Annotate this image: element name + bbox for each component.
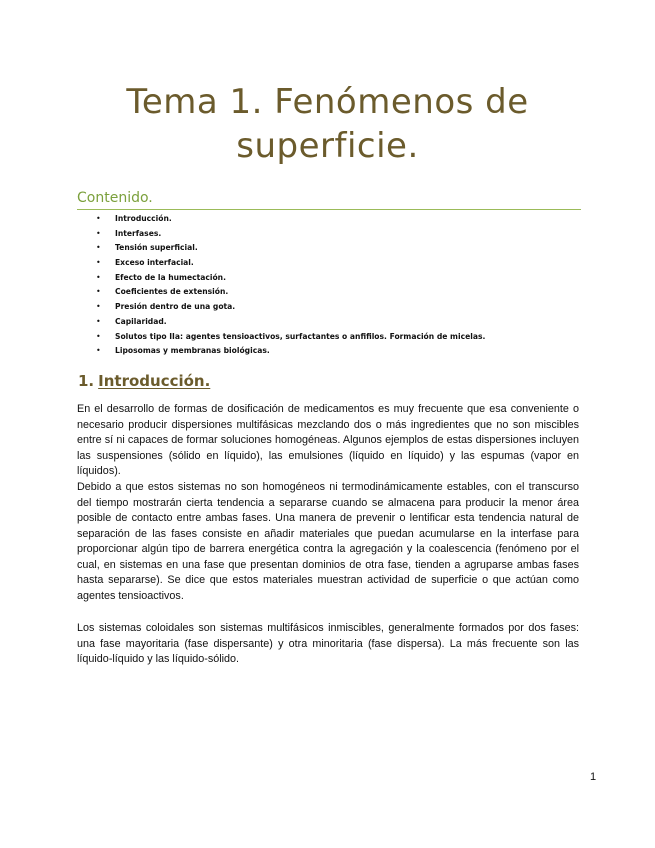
bullet-icon: • [96,243,101,253]
page-number: 1 [590,771,597,783]
toc-item-label: Tensión superficial. [115,243,198,253]
toc-item [96,300,576,315]
toc-item [96,227,576,242]
body-paragraph: Debido a que estos sistemas no son homogéneos ni termodinámicamente estables, con el transcurso del tiempo mostrarán cierta tendencia a separarse cuando se almacena para producir la menor área posible de contacto entre ambas fases. Una manera de prevenir o lentificar esta tendencia natural de separación de las fases consiste en añadir materiales que puedan acumularse en la interfase para proporcionar algún tipo de barrera energética contra la agregación y la coalescencia (fenómeno por el cual, en sistemas en una fase que presentan dominios de otra fase, tienden a agruparse ambas fases hasta separarse). Se dice que estos materiales muestran actividad de superficie o que actúan como agentes tensioactivos. [77,481,579,602]
toc-item-label: Introducción. [115,214,172,223]
bullet-icon: • [96,228,101,238]
toc-item [96,315,576,330]
toc-item [96,241,576,256]
contents-heading: Contenido. [77,188,581,210]
bullet-icon: • [96,287,101,297]
toc-item [96,256,576,271]
bullet-icon: • [96,316,101,326]
toc-item-label: Efecto de la humectación. [115,272,226,282]
section-title: Introducción. [98,372,211,390]
bullet-icon: • [96,272,101,282]
toc-item [96,330,576,345]
bullet-icon: • [96,331,101,341]
bullet-icon: • [96,214,101,223]
body-paragraph: En el desarrollo de formas de dosificación de medicamentos es muy frecuente que esa conveniente o necesario producir dispersiones multifásicas mezclando dos o más ingredientes que no son miscibles entre sí ni capaces de formar soluciones homogéneas. Algunos ejemplos de estas dispersiones incluyen las suspensiones (sólido en líquido), las emulsiones (líquido en líquido) y las espumas (vapor en líquidos). [77,403,579,477]
page-title: Tema 1. Fenómenos de superficie. [126,82,529,166]
bullet-icon: • [96,258,101,268]
toc-item-label: Liposomas y membranas biológicas. [115,346,270,356]
table-of-contents [96,212,576,359]
bullet-icon: • [96,302,101,312]
section-number: 1. [78,372,95,390]
toc-item-label: Capilaridad. [115,316,167,326]
toc-item [96,285,576,300]
toc-item-label: Interfases. [115,228,162,238]
toc-item-label: Presión dentro de una gota. [115,302,236,312]
section-heading [78,370,210,392]
bullet-icon: • [96,346,101,356]
toc-item-label: Solutos tipo IIa: agentes tensioactivos, surfactantes o anfifilos. Formación de micelas. [115,331,486,341]
toc-item [96,212,576,227]
body-paragraph: Los sistemas coloidales son sistemas multifásicos inmiscibles, generalmente formados por dos fases: una fase mayoritaria (fase dispersante) y otra minoritaria (fase dispersa). La más frecuente son las líquido-líquido y las líquido-sólido. [77,622,579,665]
toc-item [96,344,576,359]
toc-item [96,271,576,286]
toc-item-label: Coeficientes de extensión. [115,287,229,297]
toc-item-label: Exceso interfacial. [115,258,194,268]
